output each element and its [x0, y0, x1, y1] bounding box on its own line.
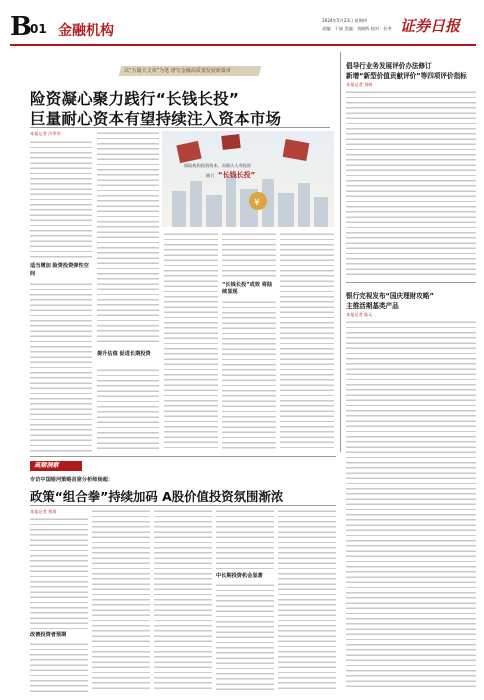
graphic-badge: “长钱长投” — [218, 171, 256, 179]
lead-body-col1b — [30, 282, 92, 452]
right-byline-a: 本报记者 刘萌 — [346, 82, 373, 87]
lead-body-col4a — [222, 232, 276, 280]
section-title: 金融机构 — [58, 23, 114, 39]
svg-text:¥: ¥ — [254, 198, 260, 208]
right-headline-a1: 倡导行业务发展评价办法修订 — [346, 62, 432, 70]
lead-body-col2a — [97, 131, 159, 346]
section-letter: B — [10, 12, 32, 42]
bottom-headline-rule — [30, 505, 336, 506]
bottom-rule — [30, 456, 336, 457]
bottom-subhead-2: 中长期投资机会显著 — [216, 573, 263, 579]
date-line: 2024年5月23日 星期四 — [322, 18, 368, 23]
paper-logo: 证券日报 — [400, 17, 461, 35]
bottom-subhead-1: 改善投资者预期 — [30, 632, 67, 638]
bottom-body-col3 — [154, 509, 212, 692]
lead-graphic — [162, 131, 334, 227]
editor-line: 责编：于丽 美编：刘晓辉 校对：杜冬 — [322, 26, 392, 31]
bottom-body-col1b — [30, 642, 88, 692]
lead-body-col2b — [97, 368, 159, 452]
lead-byline: 本报记者 冷翠华 — [30, 131, 61, 136]
right-body-a — [346, 90, 476, 278]
masthead — [0, 0, 484, 46]
lead-body-col3 — [164, 232, 218, 452]
section-number: 01 — [30, 22, 47, 36]
lead-subhead-3: “长钱长投”成效 将陆续显现 — [222, 282, 273, 295]
right-headline-a2: 新增“新型价值贡献评价”等四项评价指标 — [346, 72, 467, 80]
bottom-headline: 政策“组合拳”持续加码 A股价值投资氛围渐浓 — [30, 489, 284, 504]
bottom-body-col2 — [92, 509, 150, 692]
bottom-kicker: 专访中国银河策略首席分析师杨超： — [30, 477, 114, 483]
lead-body-col1a — [30, 140, 92, 260]
lead-subhead-2: 提升估值 促进长期投资 — [97, 351, 151, 357]
right-byline-b: 本报记者 陆元 — [346, 312, 373, 317]
bottom-section-tag: 高频洞察 — [34, 462, 59, 469]
bottom-body-col1a — [30, 517, 88, 629]
graphic-caption-1: 保险机构投资资本，而聚天人寿投资 — [184, 163, 252, 168]
graphic-caption-2: 践行 — [206, 173, 215, 178]
bottom-byline: 本报记者 贾琦 — [30, 509, 57, 514]
bottom-body-col5 — [278, 509, 336, 692]
lead-body-col5 — [280, 232, 334, 452]
bottom-body-col4b — [216, 583, 274, 692]
lead-kicker: 以“五篇大文章”为笔 谱写金融高质量发展新篇章 — [124, 68, 231, 74]
right-headline-b1: 银行完视发布“国庆理财攻略” — [346, 292, 434, 300]
right-rule — [346, 282, 476, 283]
lead-headline-1: 险资凝心聚力践行“长钱长投” — [30, 90, 240, 108]
lead-subhead-1: 适当增加 险资投资弹性空间 — [30, 263, 89, 277]
column-divider — [340, 52, 341, 452]
lead-rule — [30, 127, 330, 128]
masthead-rule — [10, 44, 476, 46]
right-body-b — [346, 320, 476, 690]
right-headline-b2: 主推活期基类产品 — [346, 302, 399, 310]
money-bag-icon — [176, 134, 309, 163]
lead-headline-2: 巨量耐心资本有望持续注入资本市场 — [30, 110, 282, 128]
bottom-body-col4a — [216, 509, 274, 571]
lead-body-col4b — [222, 300, 276, 452]
